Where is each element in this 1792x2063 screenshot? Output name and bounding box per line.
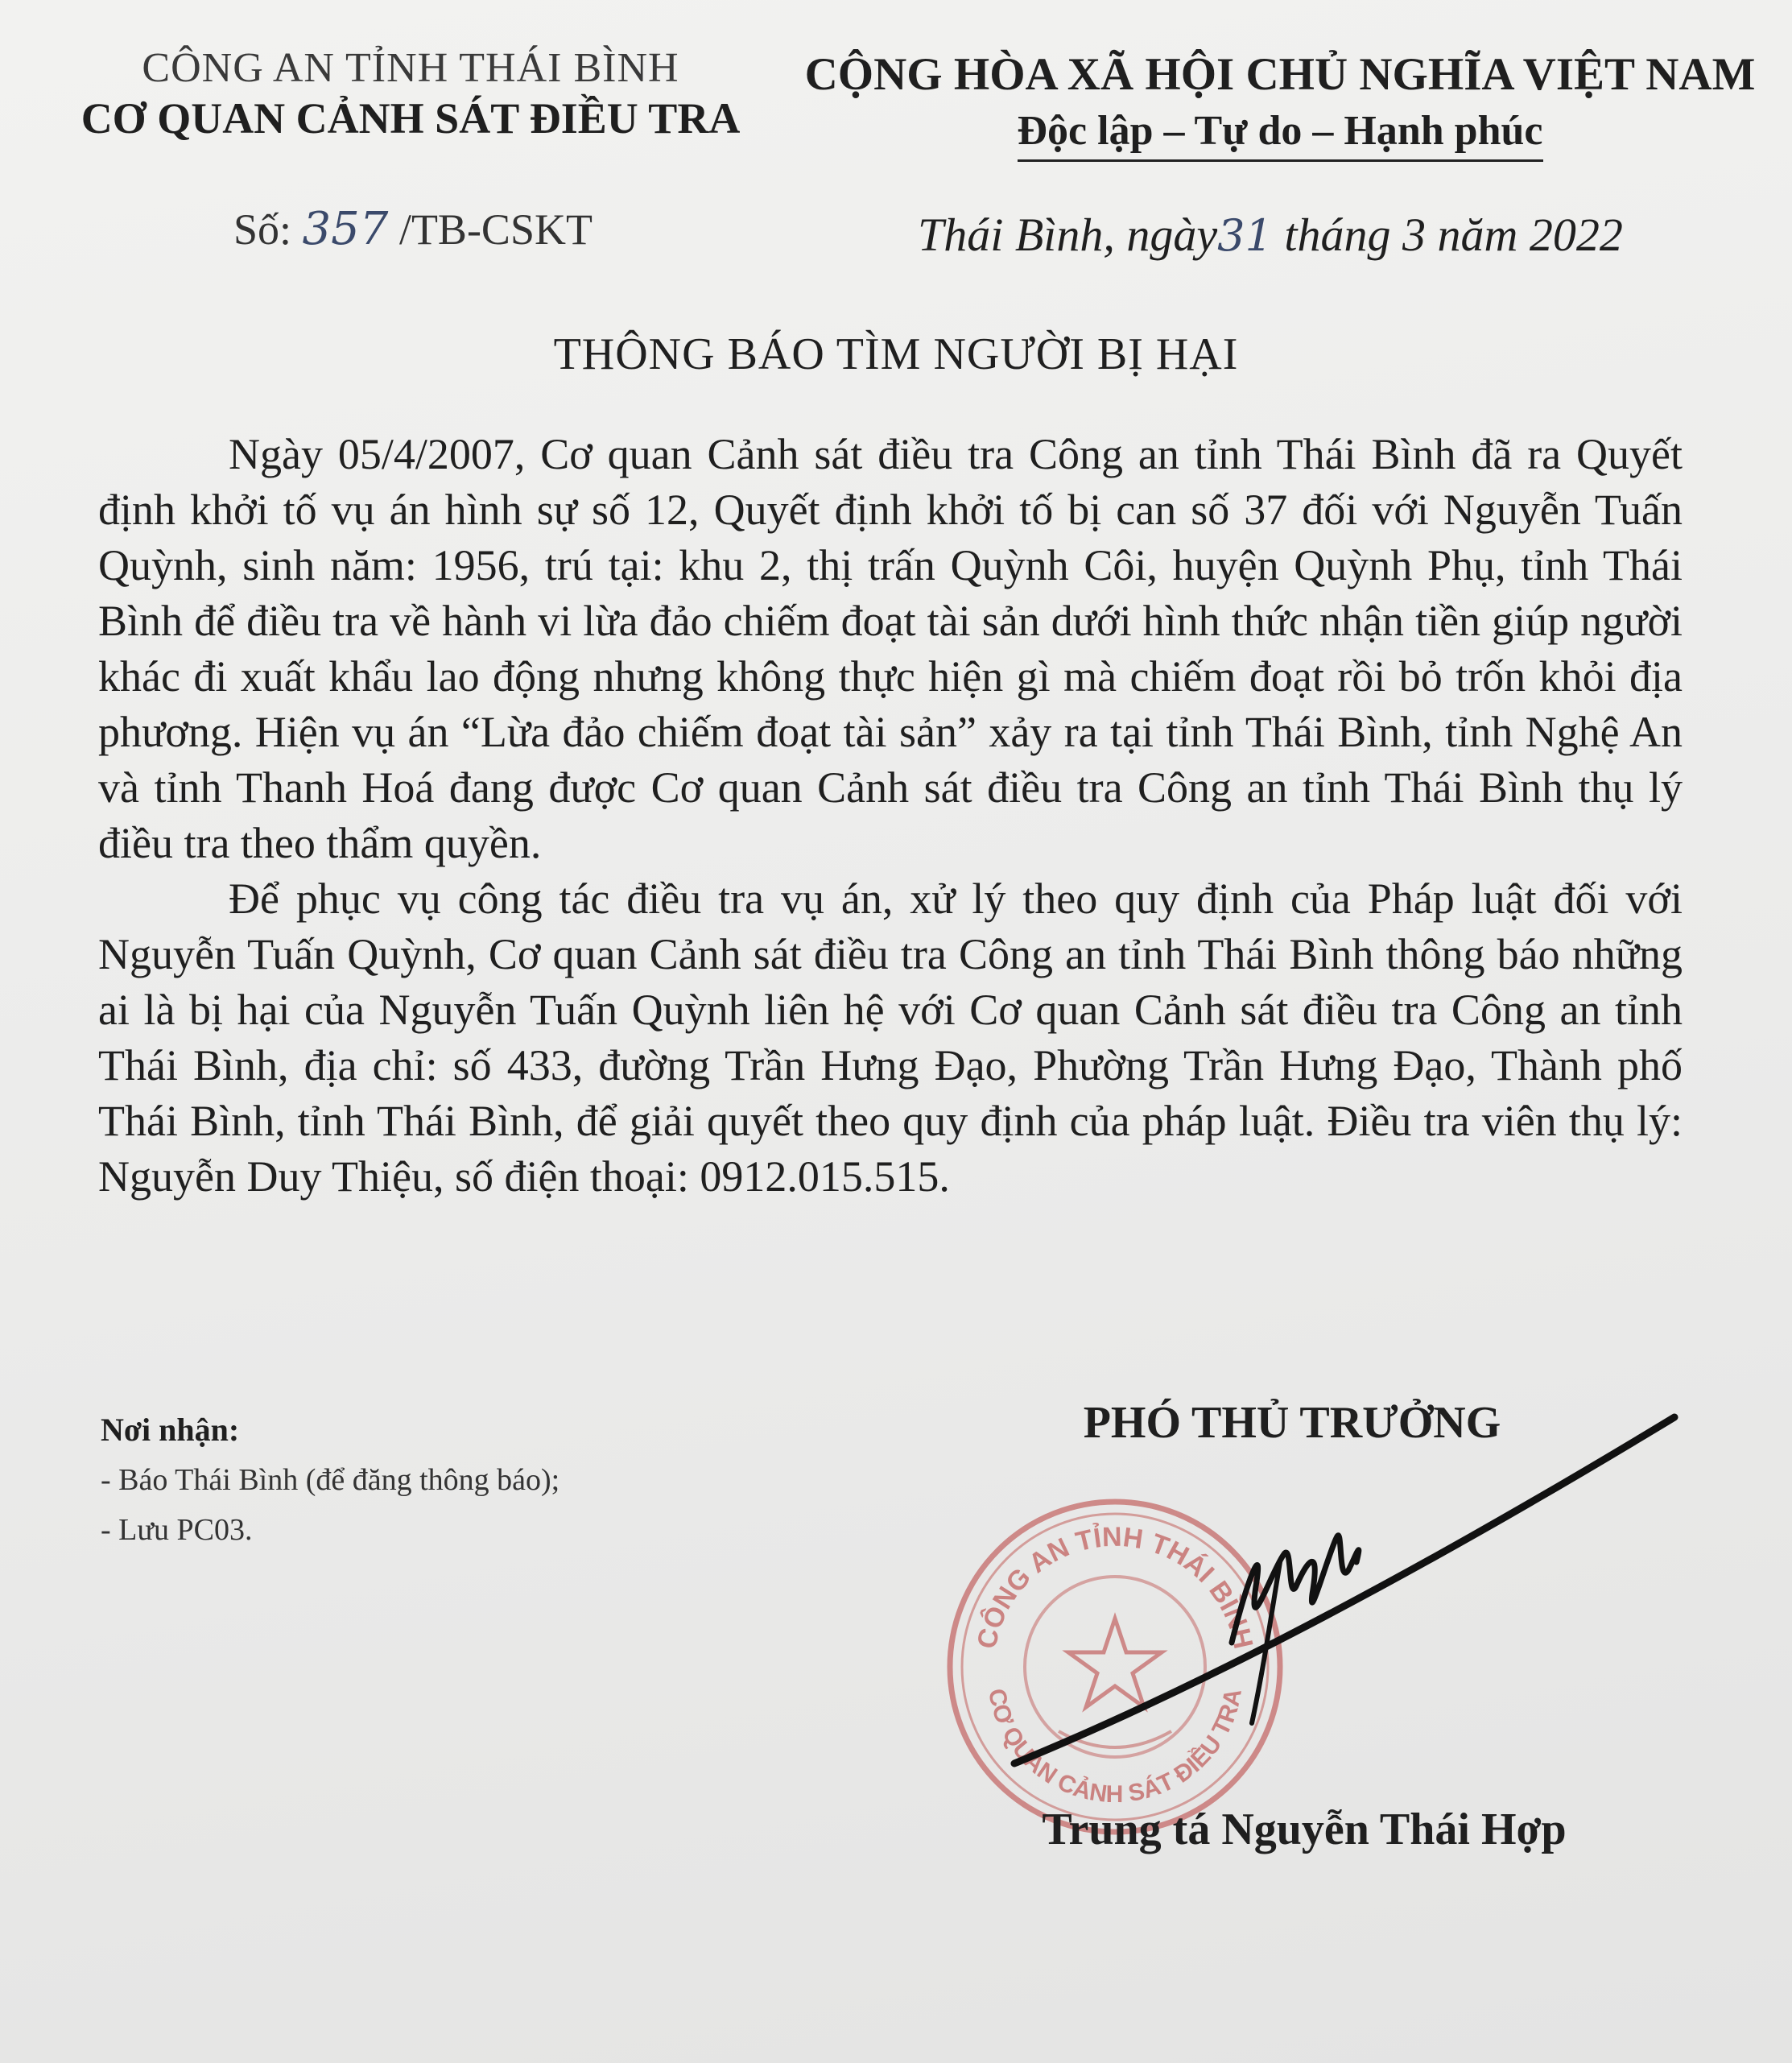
document-body (98, 427, 1683, 1205)
document-number (233, 203, 593, 255)
agency-name: CÔNG AN TỈNH THÁI BÌNH (142, 45, 679, 91)
signer-position: PHÓ THỦ TRƯỞNG (1083, 1398, 1501, 1448)
date-suffix: tháng 3 năm 2022 (1284, 209, 1623, 261)
department-name: CƠ QUAN CẢNH SÁT ĐIỀU TRA (81, 94, 741, 143)
recipients-heading: Nơi nhận: (101, 1412, 240, 1448)
stamp-text-top: CÔNG AN TỈNH THÁI BÌNH (971, 1521, 1259, 1652)
document-title: THÔNG BÁO TÌM NGƯỜI BỊ HẠI (553, 329, 1239, 379)
document-number-prefix: Số: (233, 205, 292, 254)
recipient-item: - Lưu PC03. (101, 1513, 253, 1547)
stamp-text-bottom: CƠ QUAN CẢNH SÁT ĐIỀU TRA (982, 1686, 1248, 1809)
body-paragraph: Để phục vụ công tác điều tra vụ án, xử lý theo quy định của Pháp luật đối với Nguyễn Tuấn Quỳnh, Cơ quan Cảnh sát điều tra Công an tỉnh Thái Bình thông báo những ai là bị hại của Nguyễn Tuấn Quỳnh liên hệ với Cơ quan Cảnh sát điều tra Công an tỉnh Thái Bình, địa chỉ: số 433, đường Trần Hưng Đạo, Phường Trần Hưng Đạo, Thành phố Thái Bình, tỉnh Thái Bình, để giải quyết theo quy định của pháp luật. Điều tra viên thụ lý: Nguyễn Duy Thiệu, số điện thoại: 0912.015.515. (98, 874, 1683, 1201)
date-prefix: Thái Bình, ngày (918, 209, 1218, 261)
document-number-handwritten: 357 (302, 203, 389, 255)
national-motto: Độc lập – Tự do – Hạnh phúc (1018, 107, 1543, 162)
header-right (789, 48, 1771, 162)
recipients-block (101, 1405, 559, 1555)
body-paragraph: Ngày 05/4/2007, Cơ quan Cảnh sát điều tra Công an tỉnh Thái Bình đã ra Quyết định khởi tố vụ án hình sự số 12, Quyết định khởi tố bị can số 37 đối với Nguyễn Tuấn Quỳnh, sinh năm: 1956, trú tại: khu 2, thị trấn Quỳnh Côi, huyện Quỳnh Phụ, tỉnh Thái Bình để điều tra về hành vi lừa đảo chiếm đoạt tài sản dưới hình thức nhận tiền giúp người khác đi xuất khẩu lao động nhưng không thực hiện gì mà chiếm đoạt rồi bỏ trốn khỏi địa phương. Hiện vụ án “Lừa đảo chiếm đoạt tài sản” xảy ra tại tỉnh Thái Bình, tỉnh Nghệ An và tỉnh Thanh Hoá đang được Cơ quan Cảnh sát điều tra Công an tỉnh Thái Bình thụ lý điều tra theo thẩm quyền. (98, 430, 1683, 867)
document-number-suffix: /TB-CSKT (398, 205, 593, 254)
header-left (48, 44, 773, 143)
recipient-item: - Báo Thái Bình (để đăng thông báo); (101, 1463, 560, 1497)
handwritten-signature (990, 1401, 1699, 1788)
date-line (918, 208, 1623, 262)
date-day-handwritten: 31 (1217, 210, 1273, 261)
signer-name: Trung tá Nguyễn Thái Hợp (1042, 1805, 1567, 1854)
national-name: CỘNG HÒA XÃ HỘI CHỦ NGHĨA VIỆT NAM (804, 49, 1756, 100)
